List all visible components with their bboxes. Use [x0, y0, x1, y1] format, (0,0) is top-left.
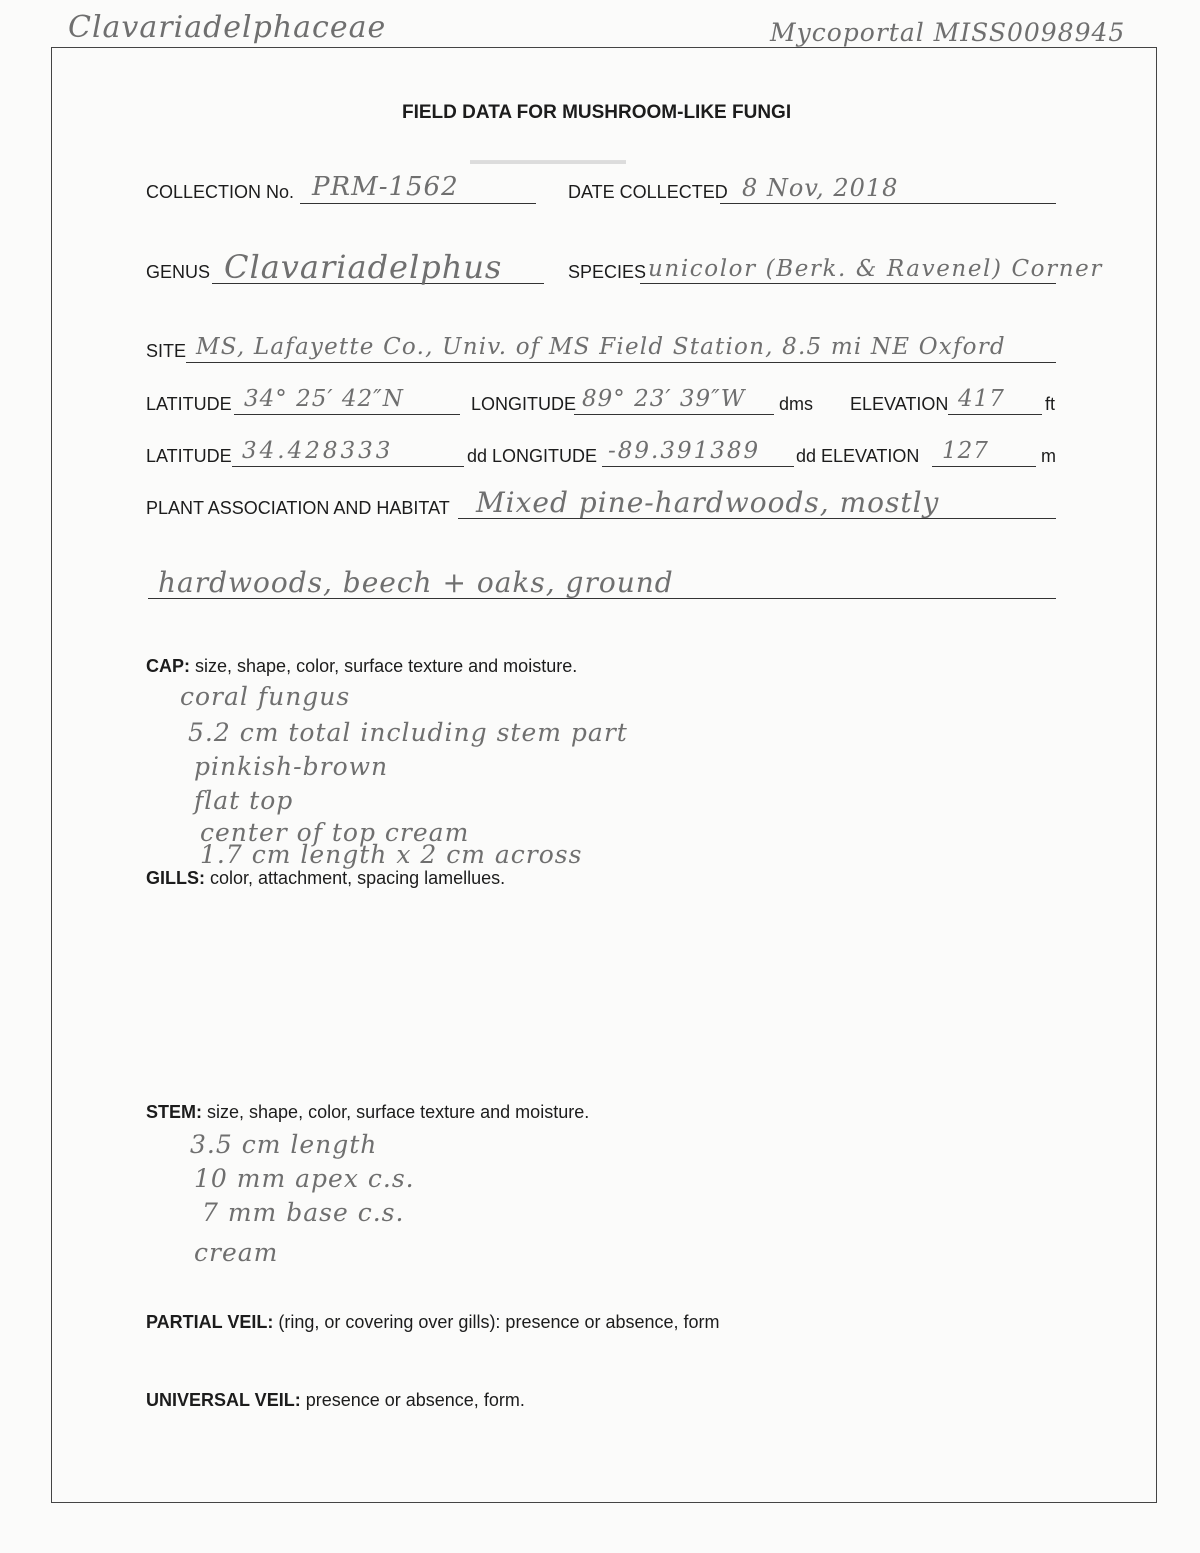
- lon-dd-label: dd LONGITUDE: [467, 446, 598, 466]
- cap-label: CAP:: [146, 656, 190, 676]
- ft-unit: ft: [1045, 394, 1056, 414]
- lon-dms-label: LONGITUDE: [471, 394, 577, 414]
- elevation-ft-value: 417: [958, 386, 1005, 412]
- catalog-annotation: Mycoportal MISS0098945: [770, 18, 1126, 47]
- elevation-m-value: 127: [942, 438, 989, 464]
- cap-heading: [146, 656, 577, 677]
- habitat-label: PLANT ASSOCIATION AND HABITAT: [146, 498, 450, 518]
- species-value: unicolor (Berk. & Ravenel) Corner: [648, 256, 1103, 282]
- date-label: DATE COLLECTED: [568, 182, 728, 202]
- stem-description: size, shape, color, surface texture and moisture.: [207, 1102, 590, 1122]
- partial-veil-heading: [146, 1312, 720, 1333]
- cap-note: center of top cream: [200, 818, 470, 847]
- stem-note: cream: [194, 1238, 279, 1267]
- genus-value: Clavariadelphus: [224, 248, 503, 286]
- universal-veil-label: UNIVERSAL VEIL:: [146, 1390, 301, 1410]
- collection-label: COLLECTION No.: [146, 182, 295, 202]
- stem-label: STEM:: [146, 1102, 202, 1122]
- site-label: SITE: [146, 341, 187, 361]
- lat-dms-label: LATITUDE: [146, 394, 232, 414]
- universal-veil-description: presence or absence, form.: [305, 1390, 525, 1410]
- universal-veil-heading: [146, 1390, 525, 1411]
- lon-dms-value: 89° 23′ 39″W: [582, 386, 746, 412]
- habitat-line2: hardwoods, beech + oaks, ground: [158, 566, 674, 599]
- stem-note: 7 mm base c.s.: [202, 1198, 405, 1227]
- lat-dd-label: LATITUDE: [146, 446, 232, 466]
- date-value: 8 Nov, 2018: [742, 174, 899, 202]
- lat-dd-value: 34.428333: [242, 438, 394, 464]
- show-through: ▬▬▬▬▬▬▬▬▬▬▬▬: [470, 152, 626, 167]
- lon-dd-value: -89.391389: [608, 438, 761, 464]
- species-label: SPECIES: [568, 262, 647, 282]
- stem-heading: [146, 1102, 589, 1123]
- dms-unit: dms: [779, 394, 814, 414]
- cap-note: pinkish-brown: [194, 752, 389, 781]
- stem-note: 10 mm apex c.s.: [194, 1164, 415, 1193]
- cap-note: 1.7 cm length x 2 cm across: [200, 840, 583, 869]
- cap-note: coral fungus: [180, 682, 351, 711]
- lat-dms-value: 34° 25′ 42″N: [244, 386, 404, 412]
- site-value: MS, Lafayette Co., Univ. of MS Field Station, 8.5 mi NE Oxford: [196, 334, 1006, 360]
- partial-veil-label: PARTIAL VEIL:: [146, 1312, 274, 1332]
- gills-heading: [146, 868, 505, 889]
- m-unit: m: [1041, 446, 1056, 466]
- partial-veil-description: (ring, or covering over gills): presence or absence, form: [278, 1312, 720, 1332]
- cap-note: flat top: [194, 786, 294, 815]
- genus-label: GENUS: [146, 262, 211, 282]
- form-title: FIELD DATA FOR MUSHROOM-LIKE FUNGI: [402, 102, 792, 123]
- stem-note: 3.5 cm length: [190, 1130, 378, 1159]
- elevation-ft-label: ELEVATION: [850, 394, 949, 414]
- collection-value: PRM-1562: [312, 172, 459, 202]
- gills-description: color, attachment, spacing lamellues.: [210, 868, 506, 888]
- elevation-m-label: dd ELEVATION: [796, 446, 920, 466]
- cap-note: 5.2 cm total including stem part: [188, 718, 628, 747]
- cap-description: size, shape, color, surface texture and moisture.: [195, 656, 578, 676]
- family-annotation: Clavariadelphaceae: [68, 10, 387, 45]
- habitat-line1: Mixed pine-hardwoods, mostly: [476, 486, 940, 519]
- gills-label: GILLS:: [146, 868, 205, 888]
